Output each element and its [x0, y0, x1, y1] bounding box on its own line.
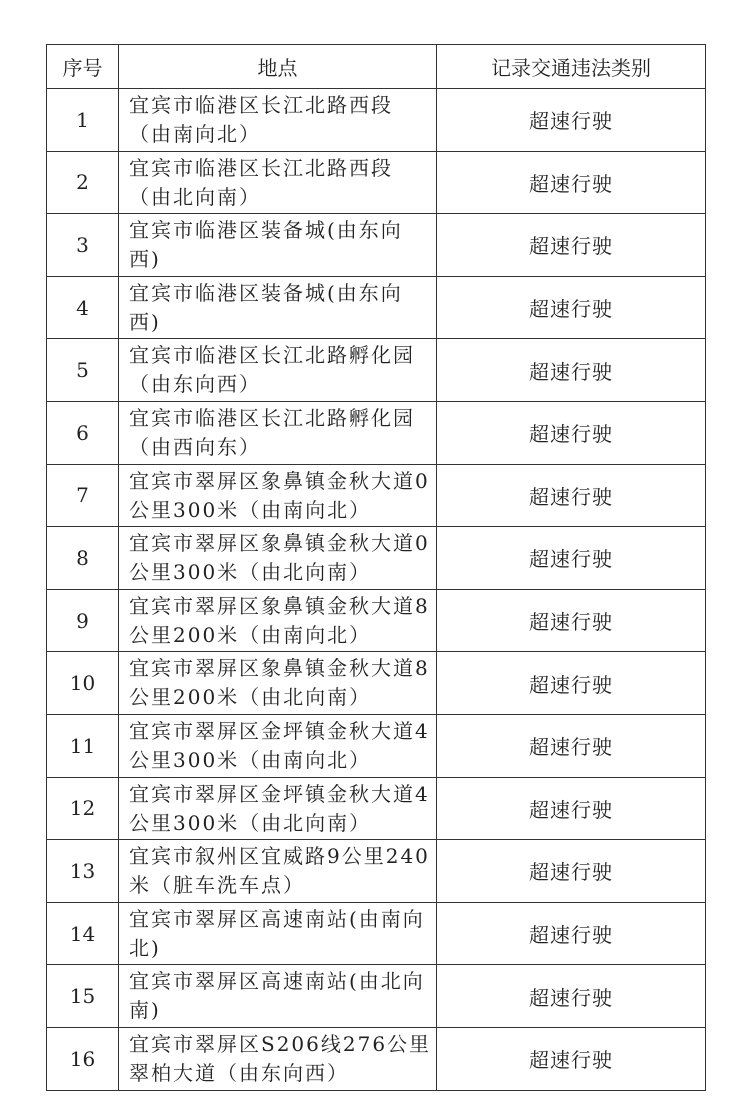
table-row [47, 589, 706, 652]
table-row [47, 527, 706, 590]
row-location: 宜宾市翠屏区S206线276公里翠柏大道（由东向西） [119, 1027, 437, 1090]
row-number: 2 [47, 151, 119, 214]
table-row [47, 276, 706, 339]
table-row [47, 714, 706, 777]
row-violation-type: 超速行驶 [437, 714, 706, 777]
table-row [47, 151, 706, 214]
row-number: 11 [47, 714, 119, 777]
row-location: 宜宾市翠屏区象鼻镇金秋大道8公里200米（由北向南） [119, 652, 437, 715]
row-location: 宜宾市翠屏区象鼻镇金秋大道8公里200米（由南向北） [119, 589, 437, 652]
row-violation-type: 超速行驶 [437, 902, 706, 965]
row-location: 宜宾市翠屏区象鼻镇金秋大道0公里300米（由北向南） [119, 527, 437, 590]
row-number: 5 [47, 339, 119, 402]
table-header-row [47, 45, 706, 89]
table-row [47, 214, 706, 277]
table-row [47, 401, 706, 464]
row-location: 宜宾市临港区长江北路西段（由南向北） [119, 89, 437, 152]
row-violation-type: 超速行驶 [437, 965, 706, 1028]
row-number: 9 [47, 589, 119, 652]
row-number: 3 [47, 214, 119, 277]
row-location: 宜宾市翠屏区象鼻镇金秋大道0公里300米（由南向北） [119, 464, 437, 527]
table-row [47, 965, 706, 1028]
row-violation-type: 超速行驶 [437, 464, 706, 527]
row-violation-type: 超速行驶 [437, 339, 706, 402]
row-number: 8 [47, 527, 119, 590]
row-number: 7 [47, 464, 119, 527]
table-row [47, 89, 706, 152]
row-location: 宜宾市翠屏区高速南站(由北向南) [119, 965, 437, 1028]
row-violation-type: 超速行驶 [437, 214, 706, 277]
row-violation-type: 超速行驶 [437, 652, 706, 715]
row-number: 16 [47, 1027, 119, 1090]
row-number: 12 [47, 777, 119, 840]
row-location: 宜宾市叙州区宜威路9公里240米（脏车洗车点） [119, 840, 437, 903]
row-location: 宜宾市临港区长江北路孵化园（由西向东） [119, 401, 437, 464]
header-violation-type: 记录交通违法类别 [437, 45, 706, 89]
row-number: 1 [47, 89, 119, 152]
table-row [47, 652, 706, 715]
table-row [47, 777, 706, 840]
row-violation-type: 超速行驶 [437, 527, 706, 590]
row-violation-type: 超速行驶 [437, 589, 706, 652]
row-location: 宜宾市临港区装备城(由东向西) [119, 276, 437, 339]
header-serial-number: 序号 [47, 45, 119, 89]
row-number: 6 [47, 401, 119, 464]
table-row [47, 464, 706, 527]
row-number: 4 [47, 276, 119, 339]
row-violation-type: 超速行驶 [437, 151, 706, 214]
row-violation-type: 超速行驶 [437, 89, 706, 152]
table-row [47, 1027, 706, 1090]
row-violation-type: 超速行驶 [437, 777, 706, 840]
row-violation-type: 超速行驶 [437, 401, 706, 464]
row-number: 13 [47, 840, 119, 903]
row-location: 宜宾市临港区长江北路西段（由北向南） [119, 151, 437, 214]
row-violation-type: 超速行驶 [437, 1027, 706, 1090]
row-location: 宜宾市临港区装备城(由东向西) [119, 214, 437, 277]
table-row [47, 339, 706, 402]
violation-locations-table [46, 44, 706, 1091]
row-location: 宜宾市翠屏区金坪镇金秋大道4公里300米（由南向北） [119, 714, 437, 777]
row-number: 14 [47, 902, 119, 965]
row-location: 宜宾市翠屏区金坪镇金秋大道4公里300米（由北向南） [119, 777, 437, 840]
header-location: 地点 [119, 45, 437, 89]
row-number: 15 [47, 965, 119, 1028]
row-location: 宜宾市临港区长江北路孵化园（由东向西） [119, 339, 437, 402]
table-row [47, 902, 706, 965]
row-location: 宜宾市翠屏区高速南站(由南向北) [119, 902, 437, 965]
row-violation-type: 超速行驶 [437, 840, 706, 903]
table-row [47, 840, 706, 903]
row-number: 10 [47, 652, 119, 715]
row-violation-type: 超速行驶 [437, 276, 706, 339]
